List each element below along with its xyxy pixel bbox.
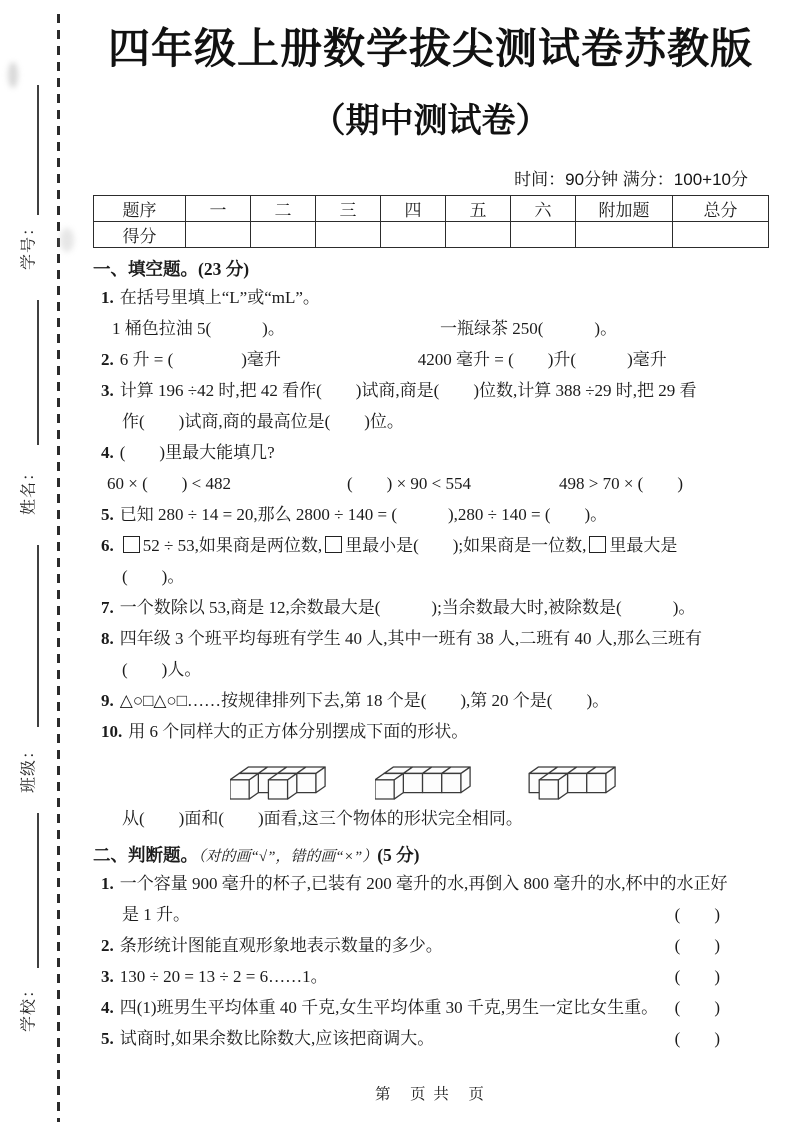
score-table — [93, 195, 769, 248]
question-number: 2. — [101, 350, 114, 369]
score-cell-empty — [673, 222, 769, 248]
answer-parentheses: ( ) — [674, 998, 720, 1017]
score-table-header-cell: 五 — [446, 196, 511, 222]
student-id-label: 学号： — [20, 219, 38, 271]
fill-section-heading: 一、填空题。(23 分) — [93, 259, 250, 279]
blank-box-icon — [123, 536, 140, 553]
scan-smudge — [60, 228, 74, 252]
score-table-header-cell: 二 — [251, 196, 316, 222]
question-line-q1-sub — [93, 313, 768, 344]
question-number: 3. — [101, 967, 114, 986]
question-number: 8. — [101, 629, 114, 648]
judge-item-4: 4. 四(1)班男生平均体重 40 千克,女生平均体重 30 千克,男生一定比女生重。 ( ) — [93, 992, 768, 1023]
question-line-q10-caption: 从( )面和( )面看,这三个物体的形状完全相同。 — [122, 809, 523, 828]
scan-smudge — [8, 62, 18, 88]
q4-part-b: ( ) × 90 < 554 — [347, 474, 471, 493]
blank-box-icon — [589, 536, 606, 553]
score-table-header-cell: 四 — [381, 196, 446, 222]
question-line-q7: 7. 一个数除以 53,商是 12,余数最大是( );当余数最大时,被除数是( )。 — [101, 598, 696, 617]
judge-section-score: (5 分) — [377, 845, 420, 865]
name-label: 姓名： — [20, 464, 38, 516]
answer-parentheses: ( ) — [674, 1029, 720, 1048]
score-cell-empty — [251, 222, 316, 248]
question-line-q3-cont: 作( )试商,商的最高位是( )位。 — [122, 412, 404, 431]
question-number: 5. — [101, 1029, 114, 1048]
exam-meta: 时间：90分钟 满分：100+10分 — [514, 170, 748, 189]
class-label: 班级： — [20, 742, 38, 794]
question-line-q4: 4. ( )里最大能填几? — [101, 443, 275, 462]
answer-parentheses: ( ) — [674, 905, 720, 924]
score-table-header-cell: 题序 — [94, 196, 186, 222]
q1-part-a: 1 桶色拉油 5( )。 — [112, 319, 285, 338]
score-table-header-row — [94, 196, 769, 222]
question-line-q10: 10. 用 6 个同样大的正方体分别摆成下面的形状。 — [101, 722, 469, 741]
score-cell-empty — [511, 222, 576, 248]
score-table-header-cell: 一 — [186, 196, 251, 222]
score-cell-empty — [381, 222, 446, 248]
school-label: 学校： — [20, 981, 38, 1033]
score-table-score-row — [94, 222, 769, 248]
question-line-q8: 8. 四年级 3 个班平均每班有学生 40 人,其中一班有 38 人,二班有 40 人,那么三班有 — [101, 629, 702, 648]
score-cell-empty — [446, 222, 511, 248]
question-line-q4-sub — [93, 468, 768, 499]
score-cell-empty — [576, 222, 673, 248]
page-title: 四年级上册数学拔尖测试卷苏教版 — [107, 25, 753, 72]
judge-item-5: 5. 试商时,如果余数比除数大,应该把商调大。 ( ) — [93, 1023, 768, 1054]
name-write-line — [37, 300, 39, 445]
seal-fold-dashed-line — [57, 14, 60, 1122]
question-line-q3: 3. 计算 196 ÷42 时,把 42 看作( )试商,商是( )位数,计算 388 ÷29 时,把 29 看 — [101, 381, 697, 400]
answer-parentheses: ( ) — [674, 967, 720, 986]
question-number: 2. — [101, 936, 114, 955]
cube-arrangement-1 — [230, 766, 326, 801]
score-cell-empty — [316, 222, 381, 248]
student-id-write-line — [37, 85, 39, 215]
score-cell-empty — [186, 222, 251, 248]
judge-item-1-line2: 是 1 升。 ( ) — [93, 899, 768, 930]
score-table-header-cell: 总分 — [673, 196, 769, 222]
question-number: 5. — [101, 505, 114, 524]
question-number: 6. — [101, 536, 114, 555]
score-row-label: 得分 — [94, 222, 186, 248]
question-line-q5: 5. 已知 280 ÷ 14 = 20,那么 2800 ÷ 140 = ( ),280 ÷ 140 = ( )。 — [101, 505, 608, 524]
question-number: 3. — [101, 381, 114, 400]
question-number: 4. — [101, 998, 114, 1017]
answer-parentheses: ( ) — [674, 936, 720, 955]
page-footer: 第 页 共 页 — [375, 1086, 486, 1103]
question-number: 7. — [101, 598, 114, 617]
question-line-q9: 9. △○□△○□……按规律排列下去,第 18 个是( ),第 20 个是( )。 — [101, 691, 610, 710]
q4-part-a: 60 × ( ) < 482 — [107, 474, 231, 493]
question-line-q2 — [93, 344, 768, 375]
judge-item-2: 2. 条形统计图能直观形象地表示数量的多少。 ( ) — [93, 930, 768, 961]
q2-part-a: 6 升 = ( )毫升 — [119, 350, 281, 369]
question-number: 1. — [101, 288, 114, 307]
question-line-q8-cont: ( )人。 — [122, 660, 202, 679]
score-table-header-cell: 附加题 — [576, 196, 673, 222]
question-line-q6: 6. 52 ÷ 53,如果商是两位数, 里最小是( );如果商是一位数, 里最大是 — [101, 536, 678, 555]
question-line-q1: 1. 在括号里填上“L”或“mL”。 — [101, 288, 320, 307]
class-write-line — [37, 545, 39, 727]
judge-item-3: 3. 130 ÷ 20 = 13 ÷ 2 = 6……1。 ( ) — [93, 961, 768, 992]
question-number: 10. — [101, 722, 123, 741]
q1-part-b: 一瓶绿茶 250( )。 — [440, 319, 618, 338]
judge-section-note: （对的画“√”，错的画“×”） — [198, 849, 378, 865]
question-number: 9. — [101, 691, 114, 710]
question-number: 4. — [101, 443, 114, 462]
judge-section-heading: 二、判断题。（对的画“√”，错的画“×”）(5 分) — [93, 845, 420, 865]
question-number: 1. — [101, 874, 114, 893]
q4-part-c: 498 > 70 × ( ) — [559, 474, 683, 493]
blank-box-icon — [325, 536, 342, 553]
judge-item-1-line1: 1. 一个容量 900 毫升的杯子,已装有 200 毫升的水,再倒入 800 毫升的水,杯中的水正好 — [101, 874, 728, 893]
question-line-q6-cont: ( )。 — [122, 567, 185, 586]
score-table-header-cell: 六 — [511, 196, 576, 222]
score-table-header-cell: 三 — [316, 196, 381, 222]
cube-arrangement-3 — [520, 766, 616, 801]
cube-figures-row — [93, 749, 768, 801]
cube-arrangement-2 — [375, 766, 471, 801]
school-write-line — [37, 813, 39, 968]
page-subtitle: （期中测试卷） — [311, 102, 550, 140]
q2-part-b: 4200 毫升 = ( )升( )毫升 — [417, 350, 667, 369]
